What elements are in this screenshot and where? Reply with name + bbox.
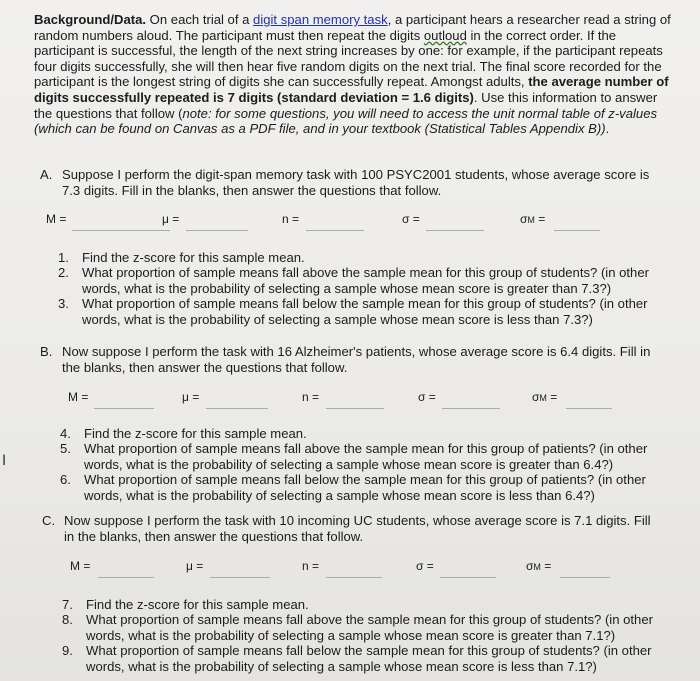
question-4 — [60, 426, 670, 441]
question-5 — [60, 441, 670, 472]
question-number: 6. — [60, 472, 71, 488]
question-text: Find the z-score for this sample mean. — [84, 426, 307, 441]
question-3 — [58, 296, 670, 327]
background-note: note: for some questions, you will need to access the unit normal table of z-values (which can be found on Canvas as a PDF file, and in your textbook (Statistical Tables Appendix B)) — [34, 105, 658, 137]
blank-label-n: n = — [302, 559, 320, 573]
blank-M-field[interactable] — [94, 408, 154, 409]
blank-sigma-m-field[interactable] — [560, 577, 610, 578]
blank-label-M: M = — [70, 559, 91, 573]
section-a-blanks — [46, 212, 686, 238]
question-2 — [58, 265, 670, 296]
question-text: What proportion of sample means fall above the sample mean for this group of students? (in other words, what is the probability of selecting a sample whose mean score is greater than 7.3?) — [82, 265, 649, 296]
blank-label-sigma-m — [520, 212, 545, 226]
blank-n-field[interactable] — [326, 577, 382, 578]
question-text: What proportion of sample means fall below the sample mean for this group of patients? (in other words, what is the probability of selecting a sample whose mean score is less than 6.4?) — [84, 472, 646, 503]
section-c-letter: C. — [42, 513, 56, 528]
question-text: What proportion of sample means fall above the sample mean for this group of students? (in other words, what is the probability of selecting a sample whose mean score is greater than 7.1?) — [86, 612, 653, 643]
blank-mu-field[interactable] — [206, 408, 268, 409]
background-text-1: On each trial of a — [146, 12, 254, 27]
question-number: 1. — [58, 250, 69, 265]
question-9 — [62, 643, 672, 674]
blank-label-mu: μ = — [162, 212, 180, 226]
section-c-heading — [42, 513, 662, 544]
blank-label-sigma-m — [526, 559, 551, 573]
blank-label-mu: μ = — [182, 390, 200, 404]
background-lead: Background/Data. — [34, 12, 147, 27]
background-text-5: . — [605, 121, 610, 137]
sigma-m-symbol: σ — [520, 212, 528, 226]
section-a-heading — [40, 167, 660, 198]
blank-label-sigma: σ = — [402, 212, 420, 226]
question-number: 9. — [62, 643, 73, 659]
blank-label-n: n = — [282, 212, 300, 226]
background-paragraph — [34, 12, 674, 137]
blank-label-sigma-m — [532, 390, 557, 404]
blank-sigma-m-field[interactable] — [566, 408, 612, 409]
blank-sigma-field[interactable] — [442, 408, 500, 409]
section-c-text: Now suppose I perform the task with 10 incoming UC students, whose average score is 7.1 digits. Fill in the blanks, then answer the questions that follow. — [64, 513, 651, 544]
background-text-3: in the correct order. If the participant is successful, the length of the next string increases by one: for example, if the participant repeats four digits successfully, she will then hear five random digits on the next trial. The final score recorded for the participant is the longest string of digits she can successfully repeat. Amongst adults, — [34, 27, 663, 90]
question-number: 3. — [58, 296, 69, 312]
question-text: What proportion of sample means fall below the sample mean for this group of students? (in other words, what is the probability of selecting a sample whose mean score is less than 7.1?) — [86, 643, 652, 674]
section-c-blanks — [70, 559, 690, 585]
question-text: What proportion of sample means fall above the sample mean for this group of patients? (in other words, what is the probability of selecting a sample whose mean score is greater than 6.4?) — [84, 441, 648, 472]
blank-sigma-m-field[interactable] — [554, 230, 600, 231]
blank-n-field[interactable] — [306, 230, 364, 231]
sigma-m-subscript: M — [539, 393, 547, 403]
section-a-letter: A. — [40, 167, 53, 182]
question-6 — [60, 472, 670, 503]
blank-sigma-field[interactable] — [440, 577, 496, 578]
blank-M-field[interactable] — [98, 577, 154, 578]
background-text-4: . Use this information to answer the questions that follow ( — [34, 89, 658, 121]
blank-label-M: M = — [68, 390, 89, 404]
question-text: What proportion of sample means fall below the sample mean for this group of students? (in other words, what is the probability of selecting a sample whose mean score is less than 7.3?) — [82, 296, 648, 327]
question-number: 7. — [62, 597, 73, 612]
blank-label-n: n = — [302, 390, 320, 404]
section-b-text: Now suppose I perform the task with 16 Alzheimer's patients, whose average score is 6.4 digits. Fill in the blanks, then answer the questions that follow. — [62, 344, 651, 375]
question-number: 5. — [60, 441, 71, 457]
blank-n-field[interactable] — [326, 408, 384, 409]
digit-span-link[interactable]: digit span memory task — [253, 12, 388, 27]
question-number: 2. — [58, 265, 69, 281]
sigma-m-subscript: M — [527, 215, 535, 225]
question-1 — [58, 250, 670, 265]
background-text-2: , a participant hears a researcher read a string of random numbers aloud. The participant must then repeat the digits — [34, 12, 671, 43]
question-number: 4. — [60, 426, 71, 441]
blank-mu-field[interactable] — [210, 577, 270, 578]
question-8 — [62, 612, 672, 643]
section-b-heading — [40, 344, 660, 375]
question-text: Find the z-score for this sample mean. — [86, 597, 309, 612]
blank-label-sigma: σ = — [418, 390, 436, 404]
blank-sigma-field[interactable] — [426, 230, 484, 231]
sigma-m-equals: = — [546, 390, 558, 404]
sigma-m-equals: = — [540, 559, 552, 573]
sigma-m-symbol: σ — [526, 559, 534, 573]
section-b-questions — [60, 426, 670, 503]
section-a-questions — [58, 250, 670, 327]
sigma-m-equals: = — [534, 212, 546, 226]
blank-label-mu: μ = — [186, 559, 204, 573]
sigma-m-symbol: σ — [532, 390, 540, 404]
question-text: Find the z-score for this sample mean. — [82, 250, 305, 265]
blank-label-sigma: σ = — [416, 559, 434, 573]
blank-M-field[interactable] — [72, 230, 170, 231]
misspelled-word: outloud — [423, 27, 467, 43]
section-b-blanks — [68, 390, 688, 416]
section-c-questions — [62, 597, 672, 674]
text-cursor-icon: I — [2, 453, 7, 469]
question-number: 8. — [62, 612, 73, 628]
blank-label-M: M = — [46, 212, 67, 226]
section-a-text: Suppose I perform the digit-span memory task with 100 PSYC2001 students, whose average score is 7.3 digits. Fill in the blanks, then answer the questions that follow. — [62, 167, 650, 198]
sigma-m-subscript: M — [533, 562, 541, 572]
blank-mu-field[interactable] — [186, 230, 248, 231]
section-b-letter: B. — [40, 344, 53, 359]
background-key-fact: the average number of digits successfully repeated is 7 digits (standard deviation = 1.6 digits) — [34, 74, 669, 105]
question-7 — [62, 597, 672, 612]
